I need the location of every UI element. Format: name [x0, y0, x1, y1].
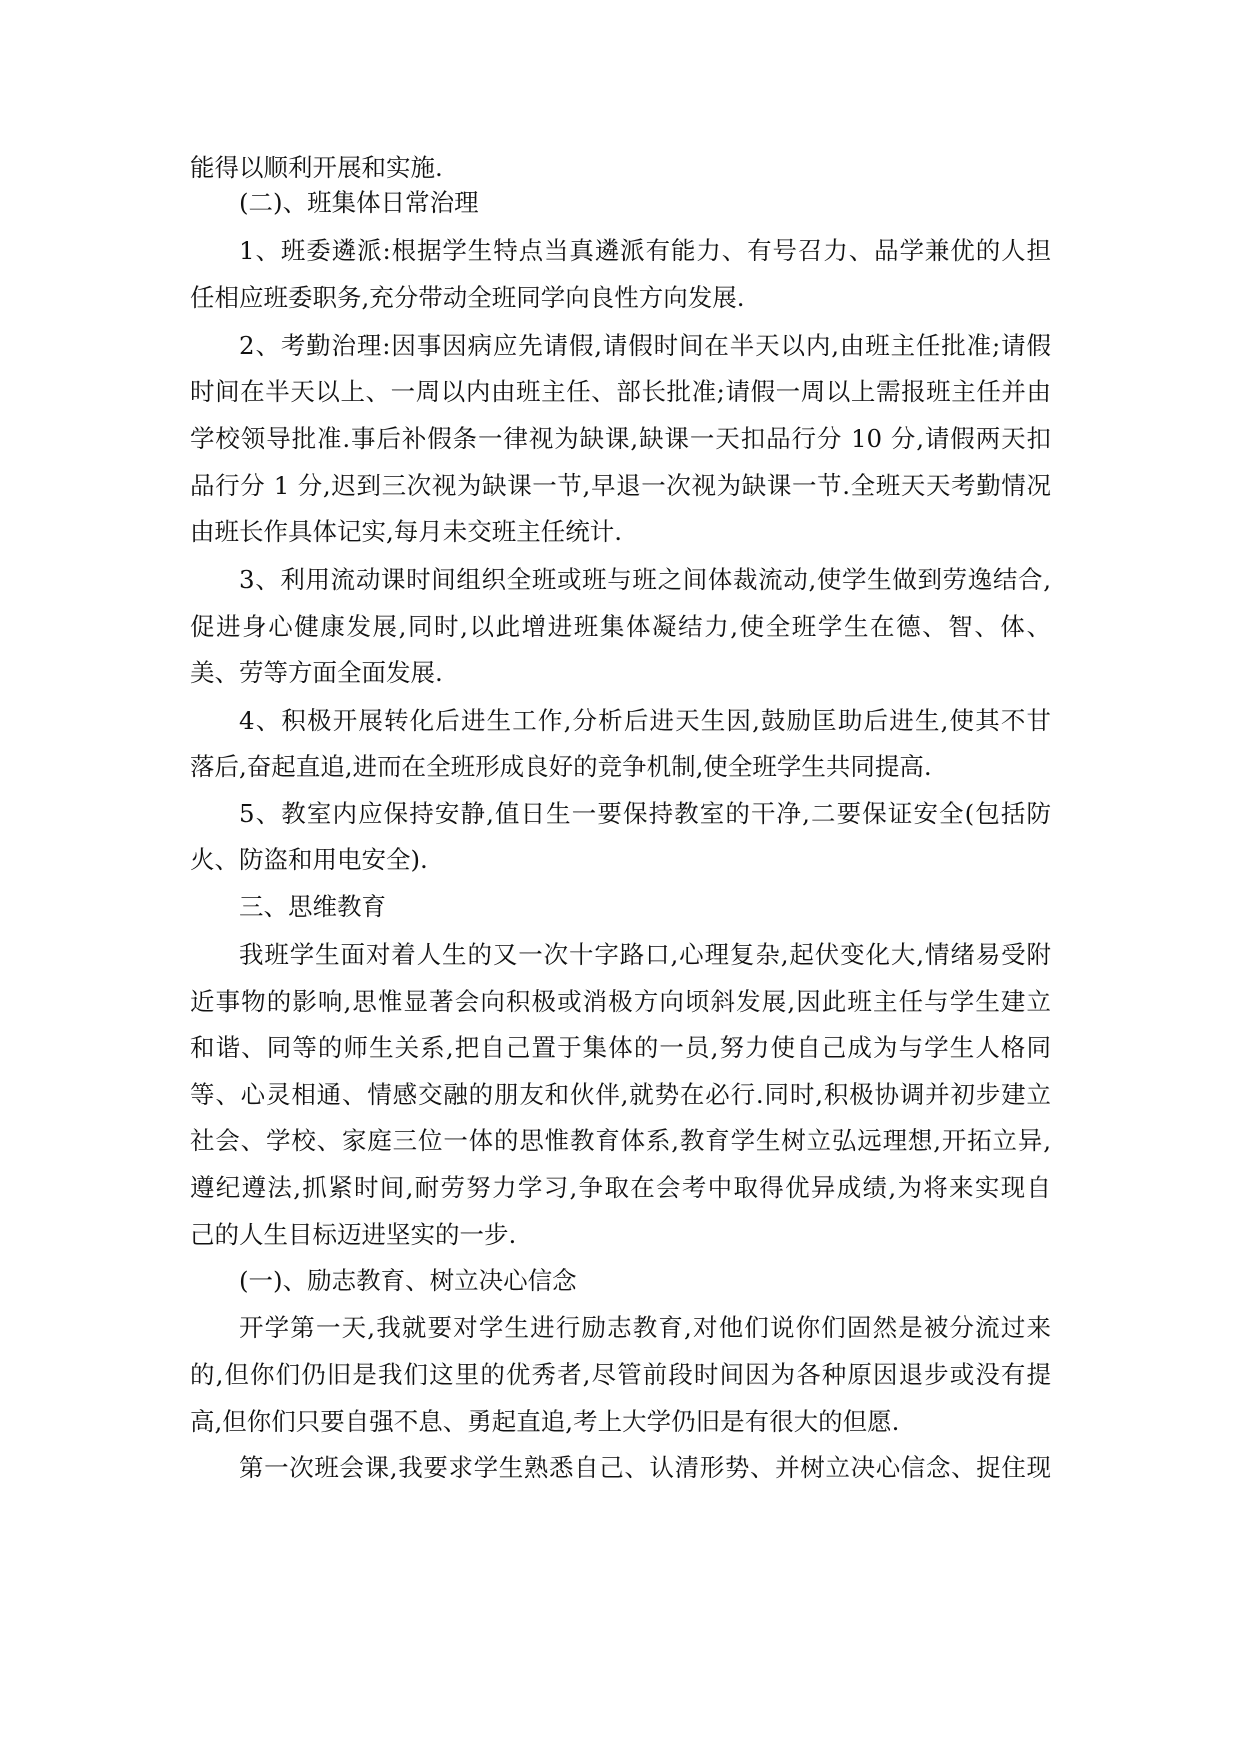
text-line: 任相应班委职务,充分带动全班同学向良性方向发展.	[190, 283, 745, 312]
text-line: 第一次班会课,我要求学生熟悉自己、认清形势、并树立决心信念、捉住现	[239, 1453, 1051, 1482]
text-line: 己的人生目标迈进坚实的一步.	[190, 1220, 517, 1249]
text-line: 遵纪遵法,抓紧时间,耐劳努力学习,争取在会考中取得优异成绩,为将来实现自	[190, 1173, 1051, 1202]
text-line: 5、教室内应保持安静,值日生一要保持教室的干净,二要保证安全(包括防	[239, 799, 1051, 828]
section-heading: (一)、励志教育、树立决心信念	[239, 1266, 577, 1295]
text-line: 开学第一天,我就要对学生进行励志教育,对他们说你们固然是被分流过来	[239, 1313, 1051, 1342]
text-line: 和谐、同等的师生关系,把自己置于集体的一员,努力使自己成为与学生人格同	[190, 1033, 1051, 1062]
text-line: 社会、学校、家庭三位一体的思惟教育体系,教育学生树立弘远理想,开拓立异,	[190, 1126, 1051, 1155]
text-line: 3、利用流动课时间组织全班或班与班之间体裁流动,使学生做到劳逸结合,	[239, 565, 1051, 594]
text-line: 促进身心健康发展,同时,以此增进班集体凝结力,使全班学生在德、智、体、	[190, 612, 1051, 641]
section-heading: 三、思维教育	[239, 892, 386, 921]
text-line: 我班学生面对着人生的又一次十字路口,心理复杂,起伏变化大,情绪易受附	[239, 940, 1051, 969]
text-line: 时间在半天以上、一周以内由班主任、部长批准;请假一周以上需报班主任并由	[190, 377, 1051, 406]
text-line: 火、防盗和用电安全).	[190, 845, 428, 874]
text-line: 由班长作具体记实,每月未交班主任统计.	[190, 517, 623, 546]
text-line: 的,但你们仍旧是我们这里的优秀者,尽管前段时间因为各种原因退步或没有提	[190, 1360, 1051, 1389]
text-line: 高,但你们只要自强不息、勇起直追,考上大学仍旧是有很大的但愿.	[190, 1407, 900, 1436]
text-line: 4、积极开展转化后进生工作,分析后进天生因,鼓励匡助后进生,使其不甘	[239, 706, 1051, 735]
text-line: 等、心灵相通、情感交融的朋友和伙伴,就势在必行.同时,积极协调并初步建立	[190, 1080, 1051, 1109]
text-line: 学校领导批准.事后补假条一律视为缺课,缺课一天扣品行分 10 分,请假两天扣	[190, 424, 1051, 453]
text-line: 近事物的影响,思惟显著会向积极或消极方向顷斜发展,因此班主任与学生建立	[190, 987, 1051, 1016]
section-heading: (二)、班集体日常治理	[239, 188, 479, 217]
text-line: 能得以顺利开展和实施.	[190, 153, 443, 182]
text-line: 2、考勤治理:因事因病应先请假,请假时间在半天以内,由班主任批准;请假	[239, 331, 1051, 360]
text-line: 1、班委遴派:根据学生特点当真遴派有能力、有号召力、品学兼优的人担	[239, 236, 1051, 265]
text-line: 品行分 1 分,迟到三次视为缺课一节,早退一次视为缺课一节.全班天天考勤情况	[190, 471, 1051, 500]
text-line: 落后,奋起直追,进而在全班形成良好的竞争机制,使全班学生共同提高.	[190, 752, 932, 781]
text-line: 美、劳等方面全面发展.	[190, 658, 443, 687]
